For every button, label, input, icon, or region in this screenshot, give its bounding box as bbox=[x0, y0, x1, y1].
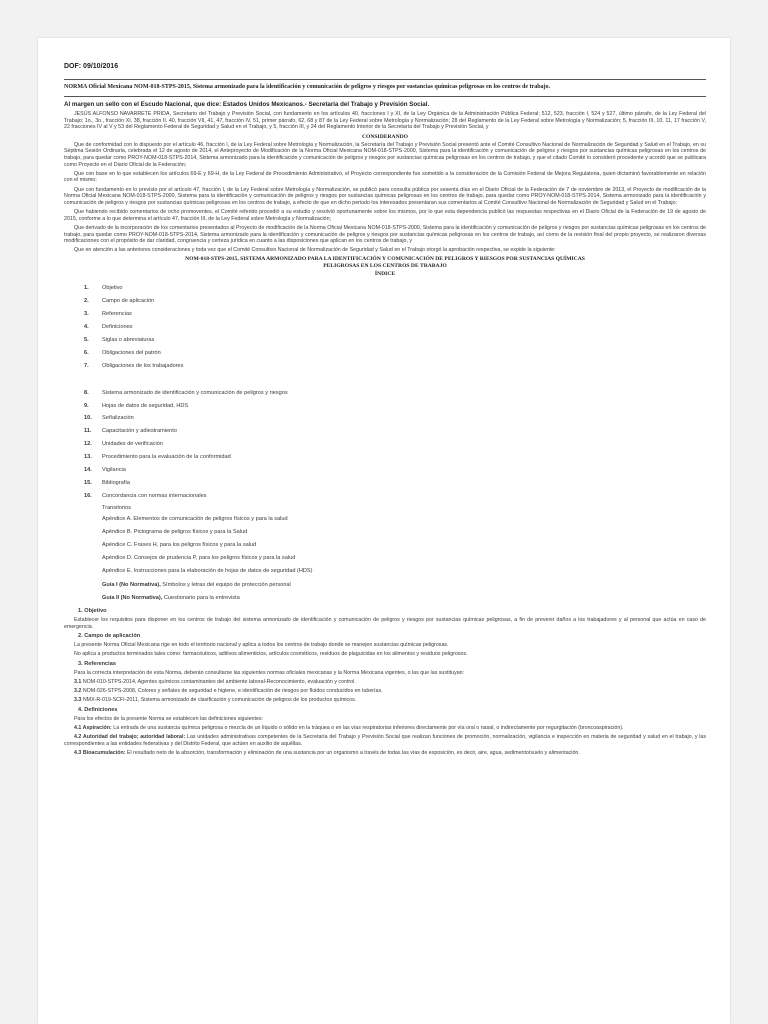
toc-item bbox=[64, 321, 706, 334]
toc-number: 8. bbox=[84, 389, 89, 396]
reference-text: NMX-R-019-SCFI-2011, Sistema armonizado de clasificación y comunicación de peligros de los productos químicos. bbox=[81, 697, 357, 704]
toc-number: 10. bbox=[84, 415, 92, 422]
considerando-paragraph: Que con base en lo que establecen los artículos 69-E y 69-H, de la Ley Federal de Procedimiento Administrativo, el Proyecto correspondiente fue sometido a la consideración de la Comisión Federal de Mejora Regulatoria, quien dictaminó favorablemente en relación con el mismo; bbox=[64, 170, 706, 184]
dof-date: DOF: 09/10/2016 bbox=[64, 63, 119, 70]
reference-item bbox=[64, 688, 706, 695]
toc-item bbox=[64, 490, 706, 503]
toc-appendix: Apéndice C. Frases H, para los peligros físicos y para la salud bbox=[102, 542, 257, 549]
section-paragraph: La presente Norma Oficial Mexicana rige en todo el territorio nacional y aplica a todos los centros de trabajo donde se manejen sustancias químicas peligrosas. bbox=[74, 642, 449, 649]
considerando-paragraph: Que con fundamento en lo previsto por el artículo 47, fracción I, de la Ley Federal sobre Metrología y Normalización, se publicó para consulta pública por sesenta días en el Diario Oficial de la Federación de 7 de noviembre de 2013, el Proyecto de modificación de la Norma Oficial Mexicana NOM-018-STPS-2000, Sistema para la identificación y comunicación de peligros y riesgos por sustancias químicas peligrosas en los centros de trabajo, para quedar como PROY-NOM-018-STPS-2014, Sistema armonizado para la identificación y comunicación de peligros y riesgos por sustancias químicas peligrosas en los centros de trabajo, a efecto de que en dicho periodo los interesados presentaran sus comentarios al Comité Consultivo Nacional de Normalización de Seguridad y Salud en el Trabajo; bbox=[64, 186, 706, 206]
considerando-paragraph: Que en atención a las anteriores consideraciones y toda vez que el Comité Consultivo Nacional de Normalización de Seguridad y Salud en el Trabajo otorgó la aprobación respectiva, se expide la siguiente: bbox=[74, 247, 556, 254]
toc-number: 11. bbox=[84, 428, 92, 435]
definition-text: Las unidades administrativas competentes de la Secretaría del Trabajo y Previsión Social que realizan funciones de promoción, normalización, vigilancia e inspección en materia de seguridad y salud en el trabajo, y las correspondientes a las entidades federativas y del Distrito Federal, que actúen en auxilio de aquéllas. bbox=[64, 734, 707, 748]
section-heading: 3. Referencias bbox=[78, 661, 116, 668]
toc-appendix: Transitorios bbox=[102, 504, 132, 511]
toc-number: 16. bbox=[84, 492, 92, 499]
toc-label: Referencias bbox=[102, 311, 132, 318]
definition-text: El resultado neto de la absorción, transformación y eliminación de una sustancia por un organismo a través de todas las vías de exposición, es decir, aire, agua, sedimento/suelo y alimentación. bbox=[125, 750, 580, 757]
toc-label: Campo de aplicación bbox=[102, 298, 155, 305]
table-of-contents bbox=[64, 282, 706, 605]
guide-label: Guía II (No Normativa), bbox=[102, 594, 163, 601]
reference-number: 3.3 bbox=[74, 697, 82, 704]
toc-appendix: Apéndice B. Pictograma de peligros físicos y para la Salud bbox=[102, 528, 248, 535]
toc-number: 15. bbox=[84, 479, 92, 486]
toc-appendix: Apéndice E. Instrucciones para la elaboración de hojas de datos de seguridad (HDS) bbox=[102, 568, 313, 575]
toc-item bbox=[64, 438, 706, 451]
toc-item bbox=[64, 347, 706, 360]
toc-number: 6. bbox=[84, 349, 89, 356]
section-paragraph: Para los efectos de la presente Norma se establecen las definiciones siguientes: bbox=[74, 716, 264, 723]
document-content bbox=[64, 62, 706, 759]
toc-label: Definiciones bbox=[102, 324, 133, 331]
section-paragraph: Para la correcta interpretación de esta Norma, deberán consultarse las siguientes normas oficiales mexicanas y la Norma Mexicana vigentes, o las que las sustituyan: bbox=[74, 670, 465, 677]
toc-item bbox=[64, 464, 706, 477]
toc-item bbox=[64, 360, 706, 373]
toc-number: 13. bbox=[84, 454, 92, 461]
reference-number: 3.2 bbox=[74, 688, 82, 695]
definition-text: La entrada de una sustancia química peligrosa o mezcla de un líquido o sólido en la tráquea o en las vías respiratorias inferiores directamente por vía oral o nasal, o indirectamente por regurgitación (broncoaspiración). bbox=[111, 725, 624, 732]
margin-seal-text: Al margen un sello con el Escudo Nacional, que dice: Estados Unidos Mexicanos.- Secretaría del Trabajo y Previsión Social. bbox=[64, 100, 430, 108]
toc-label: Sistema armonizado de identificación y comunicación de peligros y riesgos bbox=[102, 389, 288, 396]
reference-item bbox=[64, 679, 706, 686]
toc-item bbox=[64, 451, 706, 464]
considerando-paragraph: Que derivado de la incorporación de los comentarios presentados al Proyecto de modificación de la Norma Oficial Mexicana NOM-018-STPS-2000, Sistema para la identificación y comunicación de peligros y riesgos por sustancias químicas peligrosas en los centros de trabajo, para quedar como PROY-NOM-018-STPS-2014, Sistema armonizado para la identificación y comunicación de peligros y riesgos por sustancias químicas peligrosas en los centros de trabajo, así como de la revisión final del propio proyecto, se realizaron diversas modificaciones con el propósito de dar claridad, congruencia y certeza jurídica en cuanto a las disposiciones que aplican en los centros de trabajo, y bbox=[64, 224, 706, 245]
toc-appendix: Apéndice A. Elementos de comunicación de peligros físicos y para la salud bbox=[102, 515, 288, 522]
guide-text: Símbolos y letras del equipo de protección personal bbox=[160, 581, 291, 588]
toc-number: 14. bbox=[84, 466, 92, 473]
divider bbox=[64, 96, 706, 97]
toc-label: Capacitación y adiestramiento bbox=[102, 428, 177, 435]
toc-label: Bibliografía bbox=[102, 479, 130, 486]
toc-number: 4. bbox=[84, 324, 89, 331]
toc-number: 7. bbox=[84, 362, 89, 369]
guide-label: Guía I (No Normativa), bbox=[102, 581, 161, 588]
norm-title: NORMA Oficial Mexicana NOM-018-STPS-2015, Sistema armonizado para la identificación y comunicación de peligros y riesgos por sustancias químicas peligrosas en los centros de trabajo. bbox=[64, 84, 551, 90]
toc-label: Hojas de datos de seguridad, HDS bbox=[102, 402, 189, 409]
toc-item bbox=[64, 334, 706, 347]
toc-label: Concordancia con normas internacionales bbox=[102, 492, 207, 499]
toc-item bbox=[64, 425, 706, 438]
section-paragraph: Establecer los requisitos para disponer en los centros de trabajo del sistema armonizado de identificación y comunicación de peligros y riesgos por sustancias químicas peligrosas, a fin de prevenir daños a los trabajadores y al personal que actúa en caso de emergencia. bbox=[64, 616, 706, 630]
toc-guide bbox=[64, 592, 706, 605]
toc-number: 5. bbox=[84, 336, 89, 343]
toc-item bbox=[64, 412, 706, 425]
definition-item bbox=[64, 725, 706, 732]
reference-item bbox=[64, 697, 706, 704]
definition-term: 4.1 Aspiración: bbox=[74, 725, 112, 732]
indice-title: ÍNDICE bbox=[374, 271, 396, 278]
intro-paragraph: JESÚS ALFONSO NAVARRETE PRIDA, Secretario del Trabajo y Previsión Social, con fundamento en los artículos 40, fracciones I y XI, de la Ley Orgánica de la Administración Pública Federal; 512, 523, fracción I, 524 y 527, último párrafo, de la Ley Federal del Trabajo; 1o., 3o., fracción XI, 38, fracción II, 40, fracción VII, 41, 47, fracción IV, 51, primer párrafo, 62, 68 y 87 de la Ley Federal sobre Metrología y Normalización; 28 del Reglamento de la Ley Federal sobre Metrología y Normalización; 5, fracción III, 10, 11, 17 fracción V, 22 fracciones IV al V y 53 del Reglamento Federal de Seguridad y Salud en el Trabajo, y 5, fracción III, y 24 del Reglamento Interior de la Secretaría del Trabajo y Previsión Social, y bbox=[64, 111, 706, 131]
toc-number: 3. bbox=[84, 311, 89, 318]
toc-label: Objetivo bbox=[102, 285, 123, 292]
toc-label: Obligaciones del patrón bbox=[102, 349, 161, 356]
toc-number: 1. bbox=[84, 285, 89, 292]
toc-label: Unidades de verificación bbox=[102, 441, 163, 448]
reference-text: NOM-026-STPS-2008, Colores y señales de seguridad e higiene, e identificación de riesgos por fluidos conducidos en tuberías. bbox=[81, 688, 383, 695]
considerando-paragraph: Que de conformidad con lo dispuesto por el artículo 46, fracción I, de la Ley Federal sobre Metrología y Normalización, la Secretaría del Trabajo y Previsión Social presentó ante el Comité Consultivo Nacional de Normalización de Seguridad y Salud en el Trabajo, en su Séptima Sesión Ordinaria, celebrada el 12 de agosto de 2014, el Anteproyecto de Modificación de la Norma Oficial Mexicana NOM-018-STPS-2000, Sistema para la identificación y comunicación de peligros y riesgos por sustancias químicas peligrosas en los centros de trabajo, para quedar como PROY-NOM-018-STPS-2014, Sistema armonizado para la identificación y comunicación de peligros y riesgos por sustancias químicas peligrosas en los centros de trabajo, y que el citado Comité lo consideró procedente y acordó que se publicara como Proyecto en el Diario Oficial de la Federación; bbox=[64, 141, 706, 168]
toc-number: 12. bbox=[84, 441, 92, 448]
section-heading: 1. Objetivo bbox=[78, 607, 107, 614]
divider bbox=[64, 79, 706, 80]
toc-label: Señalización bbox=[102, 415, 134, 422]
toc-label: Obligaciones de los trabajadores bbox=[102, 362, 184, 369]
toc-label: Vigilancia bbox=[102, 466, 126, 473]
considerando-paragraph: Que habiendo recibido comentarios de ocho promoventes, el Comité referido procedió a su estudio y resolvió oportunamente sobre los mismos, por lo que esta dependencia publicó las respuestas respectivas en el Diario Oficial de la Federación de 19 de agosto de 2015, conforme a lo que determina el artículo 47, fracción III, de la Ley Federal sobre Metrología y Normalización; bbox=[64, 209, 706, 222]
guide-text: Cuestionario para la entrevista bbox=[162, 594, 240, 601]
toc-label: Procedimiento para la evaluación de la conformidad bbox=[102, 454, 231, 461]
section-heading: 4. Definiciones bbox=[78, 707, 118, 714]
considerando-title: CONSIDERANDO bbox=[362, 133, 408, 140]
definition-item bbox=[64, 734, 706, 747]
toc-item bbox=[64, 477, 706, 490]
section-paragraph: No aplica a productos terminados tales como: farmacéuticos, aditivos alimenticios, artículos cosméticos, residuos de plaguicidas en los alimentos y residuos peligrosos. bbox=[74, 651, 468, 658]
reference-number: 3.1 bbox=[74, 679, 82, 686]
toc-item bbox=[64, 282, 706, 295]
toc-spacer bbox=[64, 373, 706, 387]
definition-term: 4.2 Autoridad del trabajo; autoridad laboral: bbox=[74, 734, 186, 741]
toc-number: 9. bbox=[84, 402, 89, 409]
section-heading: 2. Campo de aplicación bbox=[78, 633, 141, 640]
toc-number: 2. bbox=[84, 298, 89, 305]
toc-item bbox=[64, 400, 706, 413]
toc-item bbox=[64, 308, 706, 321]
definition-term: 4.3 Bioacumulación: bbox=[74, 750, 126, 757]
toc-label: Siglas o abreviaturas bbox=[102, 336, 155, 343]
toc-item bbox=[64, 295, 706, 308]
definition-item bbox=[64, 750, 706, 757]
toc-guide bbox=[64, 579, 706, 592]
norm-heading: NOM-018-STPS-2015, SISTEMA ARMONIZADO PARA LA IDENTIFICACIÓN Y COMUNICACIÓN DE PELIGROS Y RIESGOS POR SUSTANCIAS QUÍMICAS PELIGROSAS EN LOS CENTROS DE TRABAJO bbox=[185, 256, 585, 270]
document-page bbox=[38, 38, 730, 1024]
reference-text: NOM-010-STPS-2014, Agentes químicos contaminantes del ambiente laboral-Reconocimiento, evaluación y control. bbox=[81, 679, 356, 686]
toc-item bbox=[64, 387, 706, 400]
toc-appendix: Apéndice D. Consejos de prudencia P, para los peligros físicos y para la salud bbox=[102, 555, 296, 562]
